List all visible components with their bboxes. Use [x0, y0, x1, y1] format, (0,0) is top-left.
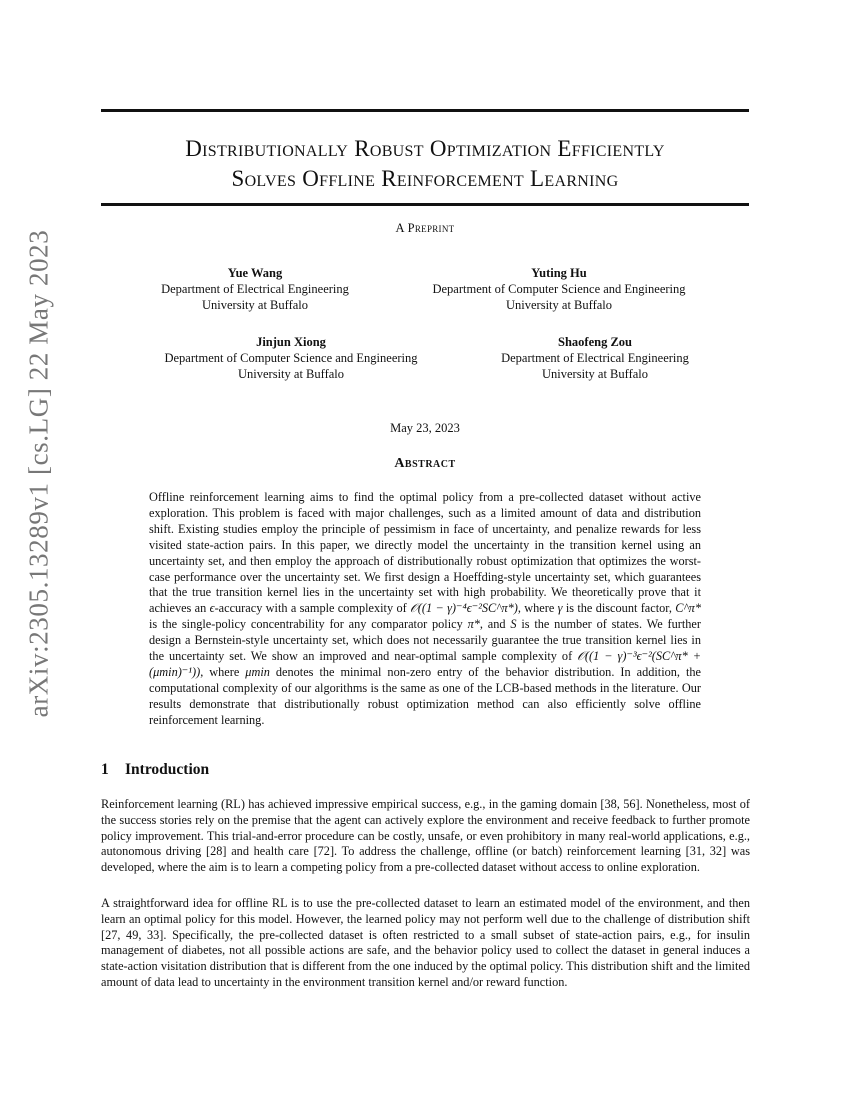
- author-department: Department of Computer Science and Engineering: [432, 282, 686, 296]
- abstract-text: , where: [200, 664, 246, 679]
- math-concentrability: C^π*: [675, 601, 701, 616]
- paper-title-line-1: Distributionally Robust Optimization Efficiently: [185, 136, 665, 161]
- author-name: Yuting Hu: [531, 266, 587, 280]
- author-block: [418, 265, 700, 313]
- paper-title-line-2: Solves Offline Reinforcement Learning: [231, 166, 619, 191]
- author-department: Department of Computer Science and Engineering: [164, 351, 418, 365]
- math-mu-min: μmin: [245, 664, 270, 679]
- math-s: S: [510, 617, 517, 632]
- author-university: University at Buffalo: [542, 367, 648, 381]
- abstract-text: Offline reinforcement learning aims to find the optimal policy from a pre-collected dataset without active exploration. This problem is faced with major challenges, such as a limited amount of data and distribution shift. Existing studies employ the principle of pessimism in face of uncertainty, and penalize rewards for less visited state-action pairs. In this paper, we directly model the uncertainty in the transition kernel using an uncertainty set, and then employ the approach of distributionally robust optimization that optimizes the worst-case performance over the uncertainty set. We first design a Hoeffding-style uncertainty set, which guarantees that the true transition kernel lies in the uncertainty set with high probability. We theoretically prove that it achieves an: [149, 490, 701, 616]
- publication-date: May 23, 2023: [390, 421, 460, 435]
- section-heading: [101, 761, 209, 779]
- author-name: Shaofeng Zou: [558, 335, 632, 349]
- arxiv-identifier-stamp: [20, 229, 58, 717]
- author-block: [150, 334, 432, 382]
- author-block: [151, 265, 359, 313]
- author-block: [491, 334, 699, 382]
- abstract-text: denotes the minimal non-zero entry of the behavior distribution. In addition, the computational complexity of our algorithms is the same as one of the LCB-based methods in the literature. Our results demonstrate that distributionally robust optimization method can also efficiently solve offline reinforcement learning.: [149, 664, 701, 727]
- title-top-rule: [101, 109, 749, 112]
- abstract-heading: Abstract: [394, 456, 456, 471]
- abstract-text: is the single-policy concentrability for any comparator policy: [149, 617, 468, 632]
- paper-title: [101, 134, 749, 194]
- author-university: University at Buffalo: [202, 298, 308, 312]
- math-sample-complexity-bernstein: 𝒪((1 − γ)⁻³ϵ⁻²(SC^π* + (μmin)⁻¹)): [149, 649, 701, 679]
- arxiv-identifier-text: arXiv:2305.13289v1 [cs.LG] 22 May 2023: [23, 229, 54, 717]
- section-number: 1: [101, 761, 109, 778]
- title-bottom-rule: [101, 203, 749, 206]
- abstract-text: , and: [479, 617, 511, 632]
- math-gamma: γ: [557, 601, 563, 616]
- abstract-text: , where: [517, 601, 558, 616]
- math-pi-star: π*: [467, 617, 480, 632]
- preprint-label: A Preprint: [395, 221, 455, 235]
- body-paragraph: Reinforcement learning (RL) has achieved impressive empirical success, e.g., in the gaming domain [38, 56]. Nonetheless, most of the success stories rely on the premise that the agent can actively explore the environment and receive feedback to further promote policy improvement. This trial-and-error procedure can be costly, unsafe, or even prohibitory in many real-world applications, e.g., autonomous driving [28] and health care [72]. To address the challenge, offline (or batch) reinforcement learning [31, 32] was developed, where the aim is to learn a competing policy from a pre-collected dataset without access to online exploration.: [101, 797, 750, 875]
- abstract-text: is the discount factor,: [562, 601, 676, 616]
- author-university: University at Buffalo: [238, 367, 344, 381]
- abstract-body: [149, 490, 701, 729]
- abstract-text: -accuracy with a sample complexity of: [214, 601, 411, 616]
- math-epsilon: ϵ: [209, 601, 215, 616]
- author-department: Department of Electrical Engineering: [161, 282, 349, 296]
- author-department: Department of Electrical Engineering: [501, 351, 689, 365]
- abstract-text: is the number of states. We further design a Bernstein-style uncertainty set, which does not necessarily guarantee the true transition kernel lies in the uncertainty set. We show an improved and near-optimal sample complexity of: [149, 617, 701, 664]
- section-title: Introduction: [125, 761, 210, 778]
- math-sample-complexity-hoeffding: 𝒪((1 − γ)⁻⁴ϵ⁻²SC^π*): [410, 601, 518, 616]
- author-name: Jinjun Xiong: [256, 335, 326, 349]
- author-university: University at Buffalo: [506, 298, 612, 312]
- author-name: Yue Wang: [227, 266, 283, 280]
- body-paragraph: A straightforward idea for offline RL is to use the pre-collected dataset to learn an estimated model of the environment, and then learn an optimal policy for this model. However, the learned policy may not perform well due to the challenge of distribution shift [27, 49, 33]. Specifically, the pre-collected dataset is often restricted to a small subset of state-action pairs, e.g., for insulin management of diabetes, not all possible actions are safe, and the behavior policy used to collect the dataset in general induces a state-action visitation distribution that is different from the one induced by the optimal policy. This distribution shift and the limited amount of data lead to uncertainty in the environment transition kernel and/or reward function.: [101, 896, 750, 989]
